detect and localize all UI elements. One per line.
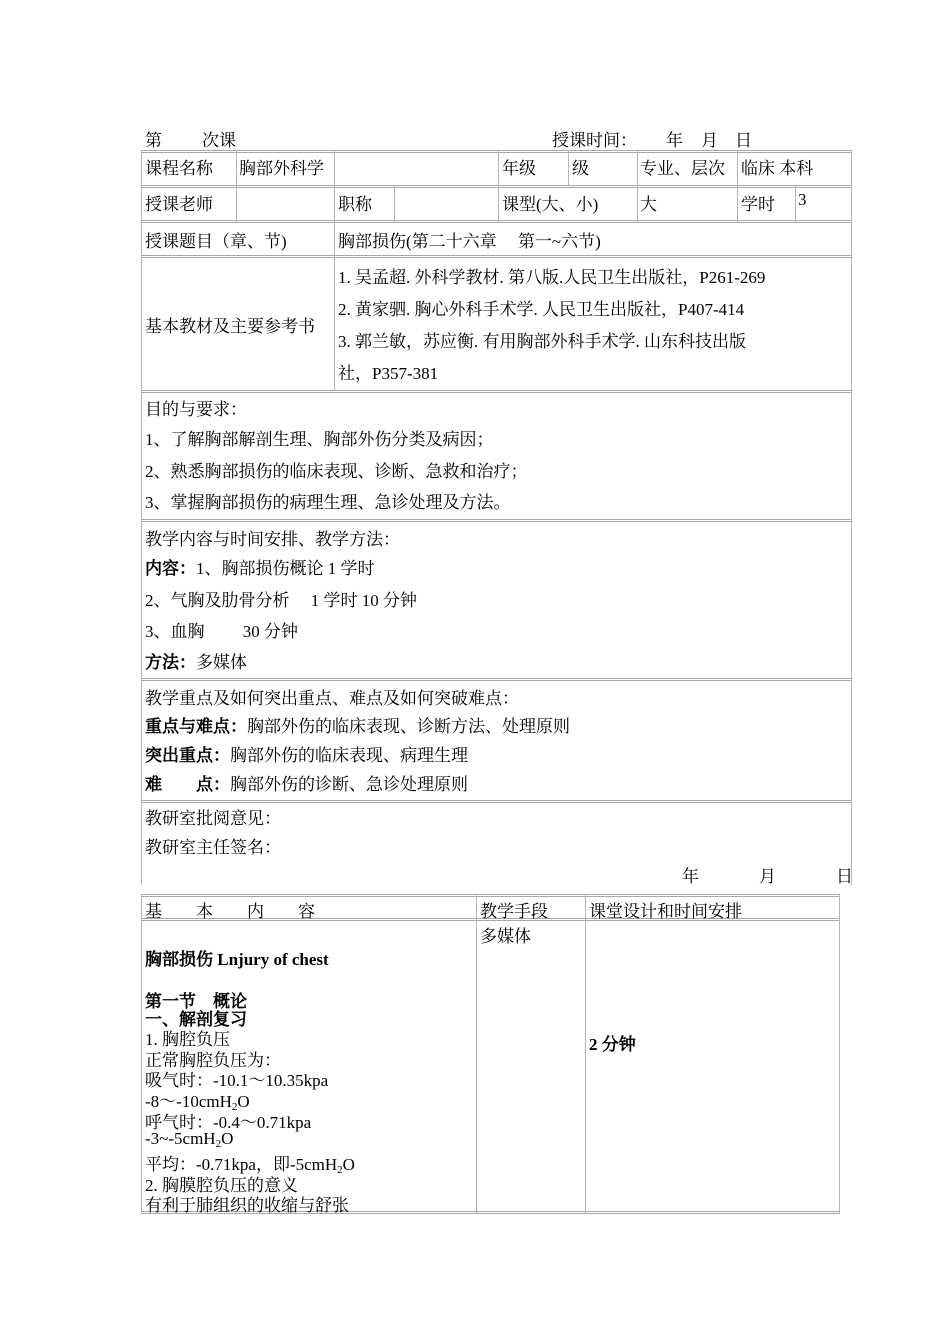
lesson-number-prefix: 第 (145, 131, 162, 150)
major-value: 临床 本科 (741, 159, 814, 178)
difficulty-value: 胸部外伤的诊断、急诊处理原则 (230, 775, 468, 794)
content-line: 呼气时：-0.4～0.71kpa (145, 1113, 312, 1132)
content-line-1 (145, 554, 375, 579)
content-line: 2. 胸膜腔负压的意义 (145, 1176, 298, 1195)
director-signature-label: 教研室主任签名： (145, 838, 281, 857)
hours-label: 学时 (741, 195, 775, 214)
content-line: -8～-10cmH$_2$O (145, 1092, 250, 1113)
content-label: 内容： (145, 559, 196, 578)
review-month-label: 月 (759, 867, 776, 886)
subsection-heading: 一、解剖复习 (145, 1010, 247, 1029)
reference-item: 3. 郭兰敏，苏应衡. 有用胸部外科手术学. 山东科技出版 (338, 332, 746, 351)
method-label: 方法： (145, 653, 196, 672)
class-type-label: 课型(大、小) (502, 195, 599, 214)
class-type-value: 大 (640, 195, 657, 214)
content-line: -3~-5cmH$_2$O (145, 1129, 234, 1150)
teaching-means-value: 多媒体 (480, 927, 531, 946)
lesson-year-label: 年 (666, 131, 683, 150)
goal-item: 2、熟悉胸部损伤的临床表现、诊断、急救和治疗； (145, 462, 528, 481)
job-title-label: 职称 (338, 195, 372, 214)
reference-item: 2. 黄家驷. 胸心外科手术学. 人民卫生出版社，P407-414 (338, 300, 745, 319)
content-item-3: 3、血胸 30 分钟 (145, 622, 298, 641)
grade-label: 年级 (502, 159, 536, 178)
content-item-2: 2、气胸及肋骨分析 1 学时 10 分钟 (145, 591, 417, 610)
difficulty-label: 难 点： (145, 775, 230, 794)
review-opinion-label: 教研室批阅意见： (145, 809, 281, 828)
goals-heading: 目的与要求： (145, 400, 247, 419)
column-header-design: 课堂设计和时间安排 (589, 902, 742, 921)
highlight-value: 胸部外伤的临床表现、病理生理 (230, 746, 468, 765)
method-value: 多媒体 (196, 653, 247, 672)
column-header-means: 教学手段 (480, 902, 548, 921)
highlight-line (145, 741, 468, 766)
goal-item: 3、掌握胸部损伤的病理生理、急诊处理及方法。 (145, 493, 511, 512)
lesson-number-suffix: 次课 (202, 131, 236, 150)
review-day-label: 日 (836, 867, 853, 886)
highlight-label: 突出重点： (145, 746, 230, 765)
section-heading: 第一节 概论 (145, 992, 247, 1011)
lesson-day-label: 日 (735, 131, 752, 150)
references-label: 基本教材及主要参考书 (145, 317, 315, 336)
lesson-time-label: 授课时间： (552, 131, 637, 150)
review-year-label: 年 (682, 867, 699, 886)
key-points-line (145, 712, 570, 737)
hours-value: 3 (798, 190, 807, 209)
major-label: 专业、层次 (640, 159, 725, 178)
focus-heading: 教学重点及如何突出重点、难点及如何突破难点： (145, 689, 519, 708)
column-header-content: 基 本 内 容 (145, 902, 315, 921)
key-points-label: 重点与难点： (145, 717, 247, 736)
content-line: 吸气时：-10.1～10.35kpa (145, 1071, 329, 1090)
key-points-value: 胸部外伤的临床表现、诊断方法、处理原则 (247, 717, 570, 736)
reference-item: 1. 吴孟超. 外科学教材. 第八版.人民卫生出版社，P261-269 (338, 268, 766, 287)
time-allocation-value: 2 分钟 (589, 1035, 636, 1054)
topic-label: 授课题目（章、节) (145, 232, 287, 251)
course-name-value: 胸部外科学 (239, 159, 324, 178)
content-line: 有利于肺组织的收缩与舒张 (145, 1196, 349, 1215)
lesson-month-label: 月 (701, 131, 718, 150)
content-heading: 教学内容与时间安排、教学方法： (145, 530, 400, 549)
content-line: 1. 胸腔负压 (145, 1030, 230, 1049)
course-name-label: 课程名称 (145, 159, 213, 178)
lecture-title: 胸部损伤 Lnjury of chest (145, 950, 329, 969)
teacher-label: 授课老师 (145, 195, 213, 214)
grade-value: 级 (572, 159, 589, 178)
content-item-1: 1、胸部损伤概论 1 学时 (196, 559, 375, 578)
content-line: 正常胸腔负压为： (145, 1051, 281, 1070)
topic-value: 胸部损伤(第二十六章 第一~六节) (338, 232, 601, 251)
difficulty-line (145, 770, 468, 795)
goal-item: 1、了解胸部解剖生理、胸部外伤分类及病因； (145, 430, 494, 449)
method-line (145, 648, 247, 673)
content-line: 平均：-0.71kpa，即-5cmH$_2$O (145, 1155, 355, 1176)
reference-item: 社，P357-381 (338, 364, 439, 383)
